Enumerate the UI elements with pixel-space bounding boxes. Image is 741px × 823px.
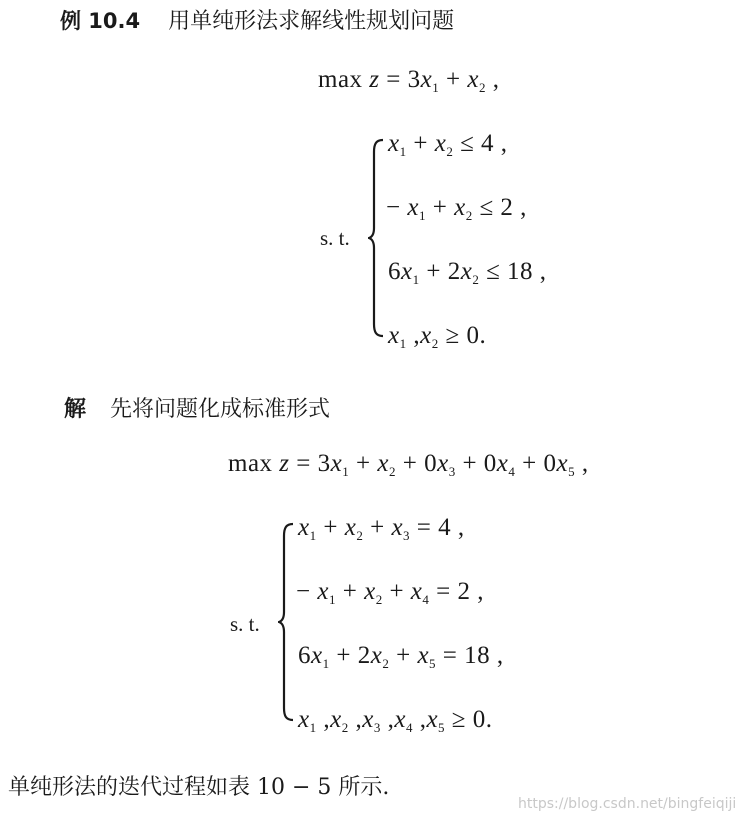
standard-objective: $\max z = 3x_1 + x_2 + 0x_3 + 0x_4 + 0x_5$ , (228, 450, 589, 479)
problem-constraint-3: $6x_1 + 2x_2 \le 18$ , (388, 258, 547, 287)
objective-var: z (369, 66, 380, 93)
problem-constraint-4: $x_1$ $,x_2 \ge 0$. (388, 322, 487, 351)
problem-constraint-1: $x_1 + x_2 \le 4$ , (388, 130, 508, 159)
problem-objective: $\max z = 3x_1 + x_2$ , (318, 66, 500, 95)
solution-heading (64, 392, 330, 423)
example-text: 用单纯形法求解线性规划问题 (168, 9, 455, 34)
objective-max: max (318, 66, 363, 93)
example-label: 例 10.4 (60, 9, 141, 33)
footer-text: 单纯形法的迭代过程如表 10 − 5 所示. (8, 775, 390, 800)
standard-brace (278, 522, 296, 722)
solution-text: 先将问题化成标准形式 (110, 397, 331, 422)
solution-label: 解 (64, 397, 87, 422)
standard-constraint-2: − $x_1 + x_2 + x_4 = 2$ , (296, 578, 485, 607)
objective-plus: + (439, 66, 468, 93)
problem-constraint-2: − $x_1 + x_2 \le 2$ , (386, 194, 527, 223)
problem-brace (368, 138, 386, 338)
standard-st-label: s. t. (230, 612, 260, 636)
standard-constraint-1: $x_1 + x_2 + x_3 = 4$ , (298, 514, 465, 543)
objective-eq: = 3 (379, 66, 421, 93)
watermark-text: https://blog.csdn.net/bingfeiqiji (518, 796, 737, 812)
objective-end: , (485, 66, 500, 93)
example-heading (60, 4, 454, 35)
standard-constraint-4: $x_1$ $,x_2$ $,x_3$ $,x_4$ $,x_5 \ge 0$. (298, 706, 493, 735)
problem-st-label: s. t. (320, 226, 350, 250)
standard-constraint-3: $6x_1 + 2x_2 + x_5 = 18$ , (298, 642, 504, 671)
